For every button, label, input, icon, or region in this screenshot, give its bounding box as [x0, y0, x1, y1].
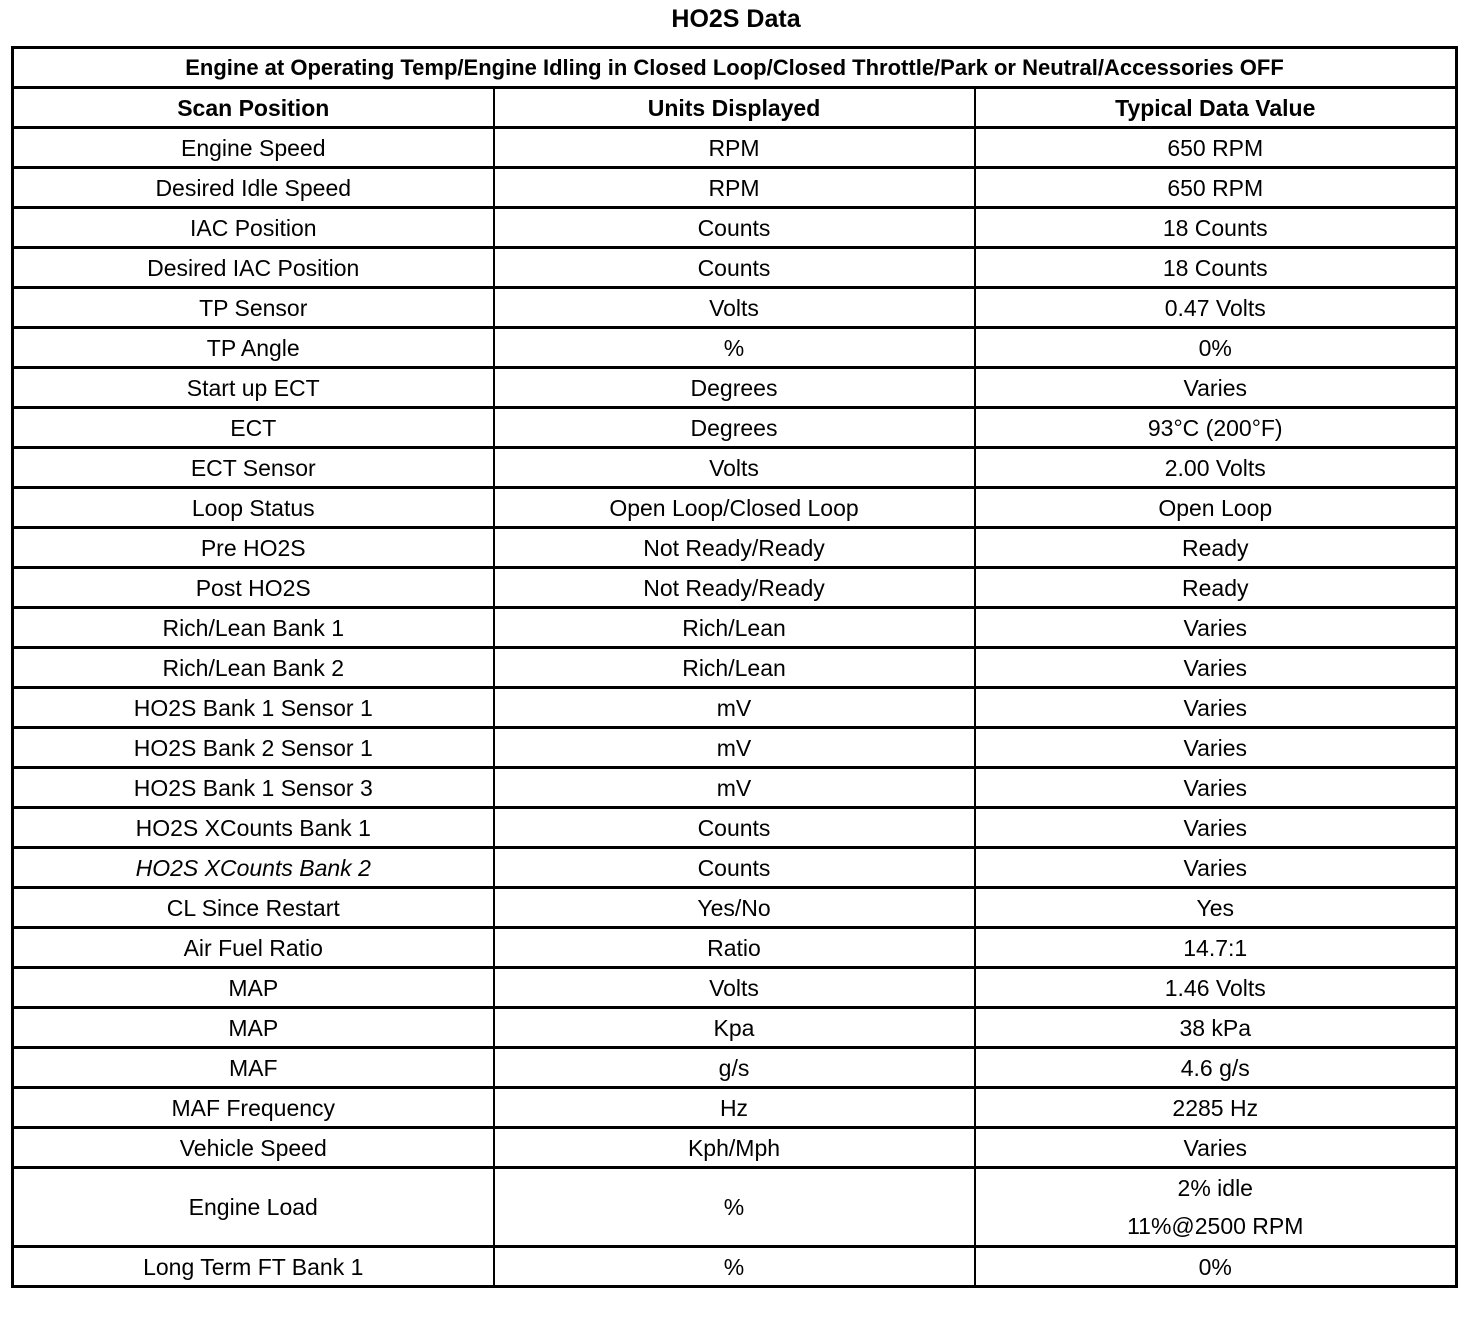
typical-value-cell: 93°C (200°F) [975, 408, 1457, 448]
typical-value-cell: Yes [975, 888, 1457, 928]
table-row [13, 688, 1457, 728]
units-cell: Counts [494, 808, 975, 848]
units-cell: RPM [494, 128, 975, 168]
units-cell: Ratio [494, 928, 975, 968]
table-body [13, 128, 1457, 1287]
typical-value-cell: Varies [975, 608, 1457, 648]
table-row [13, 1008, 1457, 1048]
scan-position-cell: Loop Status [13, 488, 494, 528]
units-cell: Rich/Lean [494, 648, 975, 688]
typical-value-line: 2% idle [1177, 1175, 1253, 1201]
typical-value-cell: Ready [975, 568, 1457, 608]
table-row [13, 1048, 1457, 1088]
scan-position-cell: Engine Speed [13, 128, 494, 168]
typical-value-cell: Ready [975, 528, 1457, 568]
typical-value-cell: 4.6 g/s [975, 1048, 1457, 1088]
scan-position-cell: IAC Position [13, 208, 494, 248]
units-cell: mV [494, 728, 975, 768]
typical-value-cell: Varies [975, 848, 1457, 888]
typical-value-cell: Varies [975, 368, 1457, 408]
typical-value-cell: 650 RPM [975, 168, 1457, 208]
units-cell: Degrees [494, 368, 975, 408]
scan-position-cell: Desired Idle Speed [13, 168, 494, 208]
units-cell: Volts [494, 288, 975, 328]
units-cell: Yes/No [494, 888, 975, 928]
typical-value-cell: Varies [975, 808, 1457, 848]
table-row [13, 328, 1457, 368]
scan-position-cell: TP Sensor [13, 288, 494, 328]
scan-position-cell: Vehicle Speed [13, 1128, 494, 1168]
scan-position-cell: Start up ECT [13, 368, 494, 408]
table-row [13, 808, 1457, 848]
scan-position-cell: MAF [13, 1048, 494, 1088]
header-units-displayed: Units Displayed [494, 88, 975, 128]
typical-value-cell: 2.00 Volts [975, 448, 1457, 488]
table-row [13, 448, 1457, 488]
table-row [13, 408, 1457, 448]
table-row [13, 128, 1457, 168]
typical-value-cell: 1.46 Volts [975, 968, 1457, 1008]
table-row [13, 608, 1457, 648]
table-row [13, 1128, 1457, 1168]
scan-position-cell: CL Since Restart [13, 888, 494, 928]
typical-value-cell: 14.7:1 [975, 928, 1457, 968]
units-cell: Kph/Mph [494, 1128, 975, 1168]
table-row [13, 728, 1457, 768]
table-row-long-term-ft [13, 1247, 1457, 1287]
table-row [13, 528, 1457, 568]
typical-value-cell: 38 kPa [975, 1008, 1457, 1048]
typical-value-cell: 18 Counts [975, 248, 1457, 288]
units-cell: Counts [494, 248, 975, 288]
table-row [13, 288, 1457, 328]
units-cell: % [494, 1168, 975, 1247]
typical-value-cell: Varies [975, 768, 1457, 808]
table-row [13, 888, 1457, 928]
table-row [13, 648, 1457, 688]
units-cell: % [494, 1247, 975, 1287]
typical-value-cell: 18 Counts [975, 208, 1457, 248]
scan-position-cell: HO2S XCounts Bank 2 [13, 848, 494, 888]
header-row [13, 88, 1457, 128]
units-cell: Degrees [494, 408, 975, 448]
header-scan-position: Scan Position [13, 88, 494, 128]
condition-text: Engine at Operating Temp/Engine Idling in Closed Loop/Closed Throttle/Park or Neutral/Accessories OFF [13, 48, 1457, 88]
scan-position-cell: Pre HO2S [13, 528, 494, 568]
typical-value-line: 11%@2500 RPM [1127, 1213, 1304, 1239]
ho2s-data-table [11, 46, 1458, 1288]
scan-position-cell: TP Angle [13, 328, 494, 368]
units-cell: Not Ready/Ready [494, 568, 975, 608]
units-cell: Hz [494, 1088, 975, 1128]
scan-position-cell: Post HO2S [13, 568, 494, 608]
units-cell: Volts [494, 968, 975, 1008]
units-cell: RPM [494, 168, 975, 208]
table-row [13, 968, 1457, 1008]
typical-value-cell: Varies [975, 1128, 1457, 1168]
table-row [13, 848, 1457, 888]
table-row-engine-load [13, 1168, 1457, 1247]
units-cell: Open Loop/Closed Loop [494, 488, 975, 528]
table-row [13, 168, 1457, 208]
typical-value-cell: 2285 Hz [975, 1088, 1457, 1128]
units-cell: Volts [494, 448, 975, 488]
table-row [13, 768, 1457, 808]
scan-position-cell: ECT Sensor [13, 448, 494, 488]
units-cell: Not Ready/Ready [494, 528, 975, 568]
scan-position-cell: ECT [13, 408, 494, 448]
units-cell: mV [494, 768, 975, 808]
table-row [13, 488, 1457, 528]
scan-position-cell: MAP [13, 1008, 494, 1048]
scan-position-cell: HO2S Bank 1 Sensor 3 [13, 768, 494, 808]
units-cell: Kpa [494, 1008, 975, 1048]
scan-position-cell: Rich/Lean Bank 1 [13, 608, 494, 648]
typical-value-cell: 0.47 Volts [975, 288, 1457, 328]
scan-position-cell: Air Fuel Ratio [13, 928, 494, 968]
scan-position-cell: HO2S Bank 1 Sensor 1 [13, 688, 494, 728]
typical-value-cell: 650 RPM [975, 128, 1457, 168]
typical-value-cell: Varies [975, 728, 1457, 768]
scan-position-cell: MAP [13, 968, 494, 1008]
table-row [13, 928, 1457, 968]
scan-position-cell: Desired IAC Position [13, 248, 494, 288]
typical-value-cell [975, 1168, 1457, 1247]
table-row [13, 568, 1457, 608]
table-row [13, 368, 1457, 408]
page-title: HO2S Data [671, 5, 801, 33]
typical-value-cell: Varies [975, 648, 1457, 688]
table-row [13, 208, 1457, 248]
table-row [13, 248, 1457, 288]
typical-value-cell: 0% [975, 328, 1457, 368]
units-cell: Rich/Lean [494, 608, 975, 648]
scan-position-cell: Rich/Lean Bank 2 [13, 648, 494, 688]
scan-position-cell: Long Term FT Bank 1 [13, 1247, 494, 1287]
scan-position-cell: HO2S XCounts Bank 1 [13, 808, 494, 848]
table-row [13, 1088, 1457, 1128]
units-cell: g/s [494, 1048, 975, 1088]
header-typical-data-value: Typical Data Value [975, 88, 1457, 128]
scan-position-cell: HO2S Bank 2 Sensor 1 [13, 728, 494, 768]
scan-position-cell: Engine Load [13, 1168, 494, 1247]
units-cell: Counts [494, 848, 975, 888]
units-cell: mV [494, 688, 975, 728]
condition-row [13, 48, 1457, 88]
typical-value-cell: Varies [975, 688, 1457, 728]
units-cell: Counts [494, 208, 975, 248]
units-cell: % [494, 328, 975, 368]
typical-value-cell: Open Loop [975, 488, 1457, 528]
typical-value-cell: 0% [975, 1247, 1457, 1287]
scan-position-cell: MAF Frequency [13, 1088, 494, 1128]
